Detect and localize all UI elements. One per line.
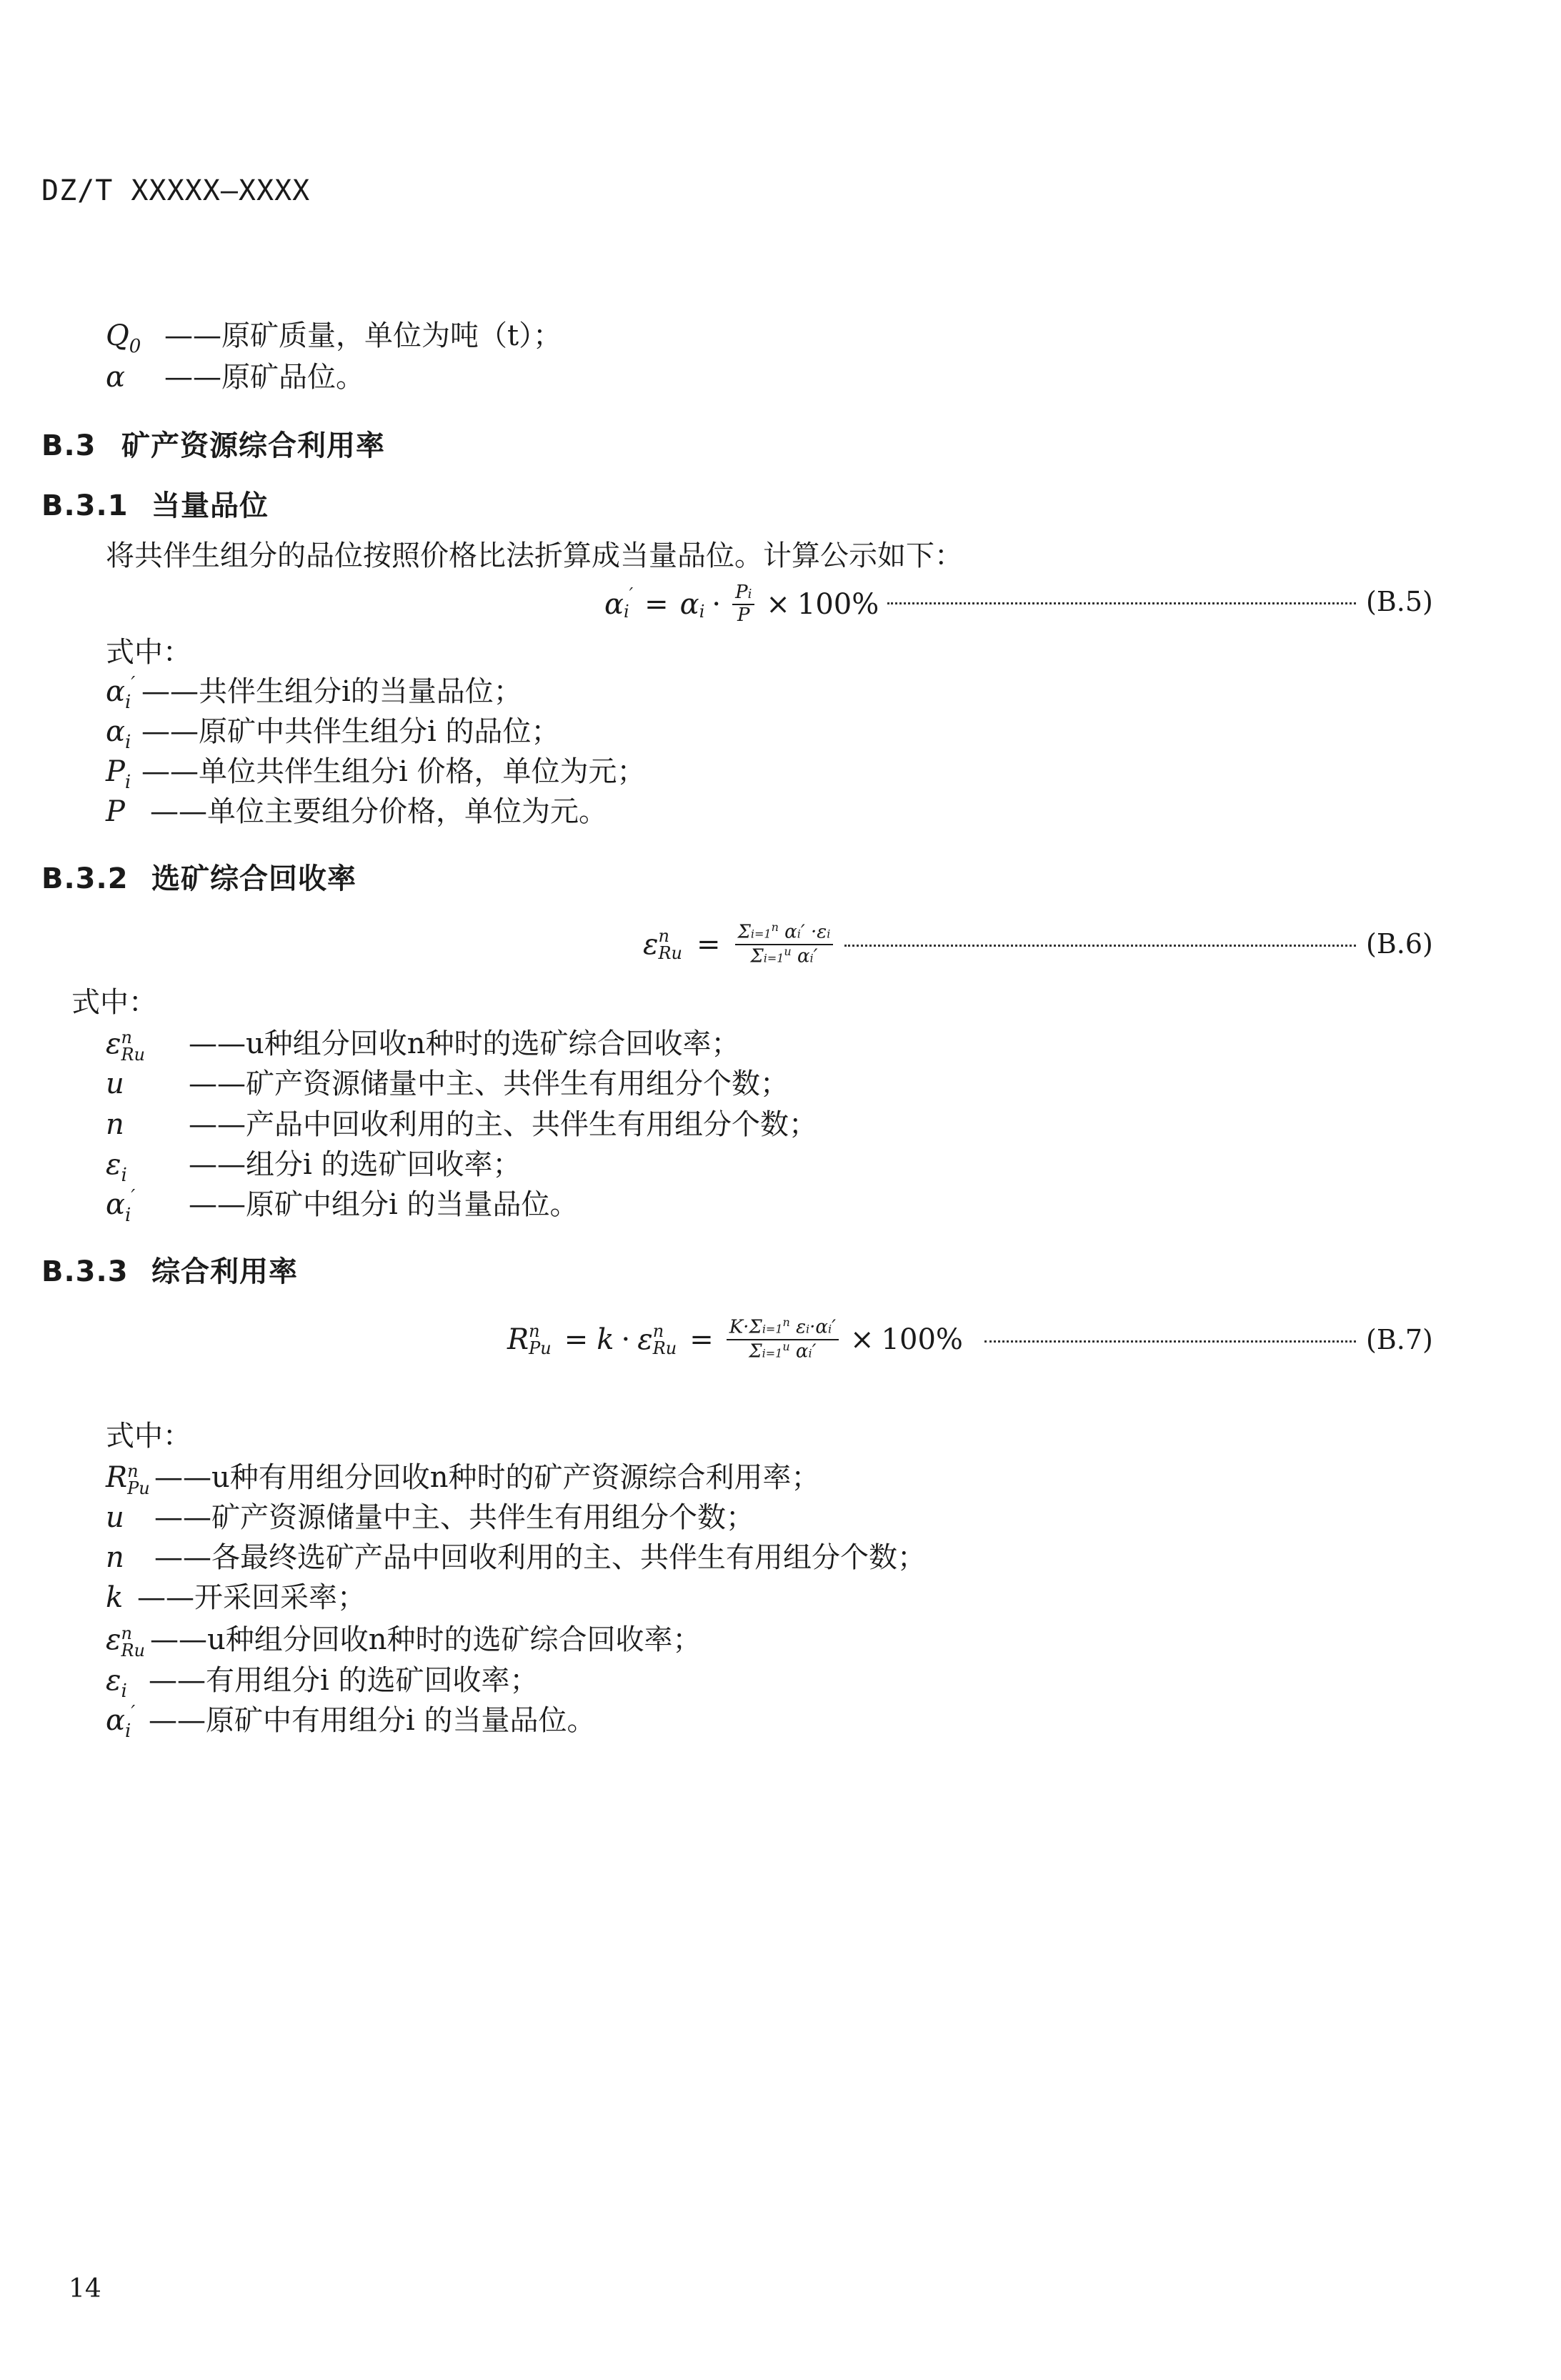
section-heading-b3: B.3 矿产资源综合利用率: [41, 429, 385, 462]
b31-where-label: 式中：: [106, 636, 191, 669]
b33-where-label: 式中：: [106, 1420, 191, 1453]
formula-b7: R n Pu = k · ε n Ru = $\frac{K\cdot\Sigma i=1^n \varepsilon i\cdot\alpha i'}{\Sigma i=1^u \alpha i'}$ × 100%: [507, 1315, 963, 1363]
b32-where-label: 式中：: [71, 986, 157, 1019]
formula-b6: ε n Ru = $\frac{\Sigma i=1^n \alpha i' \cdot\varepsilon i}{\Sigma i=1^u \alpha i'}$: [643, 915, 837, 975]
b32-def-2: u ——矿产资源储量中主、共伴生有用组分个数；: [106, 1067, 789, 1100]
b32-def-5: $\alpha_i'$ ——原矿中组分i 的当量品位。: [106, 1186, 579, 1226]
def-q0: $Q_0$ ——原矿质量，单位为吨（t）；: [106, 319, 562, 357]
equation-number-b6: (B.6): [1366, 928, 1433, 960]
page-number: 14: [69, 2274, 101, 2304]
b33-def-4: k ——开采回采率；: [106, 1581, 366, 1614]
b31-intro: 将共伴生组分的品位按照价格比法折算成当量品位。计算公示如下：: [106, 539, 963, 572]
section-heading-b31: B.3.1 当量品位: [41, 489, 269, 522]
section-heading-b33: B.3.3 综合利用率: [41, 1255, 298, 1288]
formula-b5: α i ′ = α i · $\frac{Pi}{P}$ × 100%: [604, 582, 879, 626]
equation-number-b5: (B.5): [1366, 586, 1433, 617]
b33-def-6: $\varepsilon_i$ ——有用组分i 的选矿回收率；: [106, 1664, 539, 1702]
b33-def-3: n ——各最终选矿产品中回收利用的主、共伴生有用组分个数；: [106, 1541, 926, 1574]
b33-def-7: $\alpha_i'$ ——原矿中有用组分i 的当量品位。: [106, 1702, 596, 1742]
b31-def-4: P ——单位主要组分价格，单位为元。: [106, 795, 607, 828]
b33-def-2: u ——矿产资源储量中主、共伴生有用组分个数；: [106, 1501, 754, 1534]
b32-def-3: n ——产品中回收利用的主、共伴生有用组分个数；: [106, 1108, 817, 1141]
def-alpha: α ——原矿品位。: [106, 361, 364, 394]
b31-def-3: $P_i$ ——单位共伴生组分i 价格，单位为元；: [106, 755, 646, 793]
dot-leader-b5: [887, 602, 1356, 604]
equation-number-b7: (B.7): [1366, 1324, 1433, 1355]
b33-def-5: ε n Ru ——u种组分回收n种时的选矿综合回收率；: [106, 1623, 702, 1660]
b32-def-4: $\varepsilon_i$ ——组分i 的选矿回收率；: [106, 1148, 522, 1186]
b31-def-1: $\alpha_i'$ ——共伴生组分i的当量品位；: [106, 673, 522, 713]
dot-leader-b6: [844, 945, 1356, 947]
b31-def-2: $\alpha_i$ ——原矿中共伴生组分i 的品位；: [106, 715, 560, 753]
document-code: DZ/T XXXXX—XXXX: [41, 174, 311, 207]
dot-leader-b7: [984, 1340, 1356, 1343]
b33-def-1: R n Pu ——u种有用组分回收n种时的矿产资源综合利用率；: [106, 1461, 820, 1498]
section-heading-b32: B.3.2 选矿综合回收率: [41, 862, 356, 895]
b32-def-1: ε n Ru ——u种组分回收n种时的选矿综合回收率；: [106, 1027, 740, 1065]
